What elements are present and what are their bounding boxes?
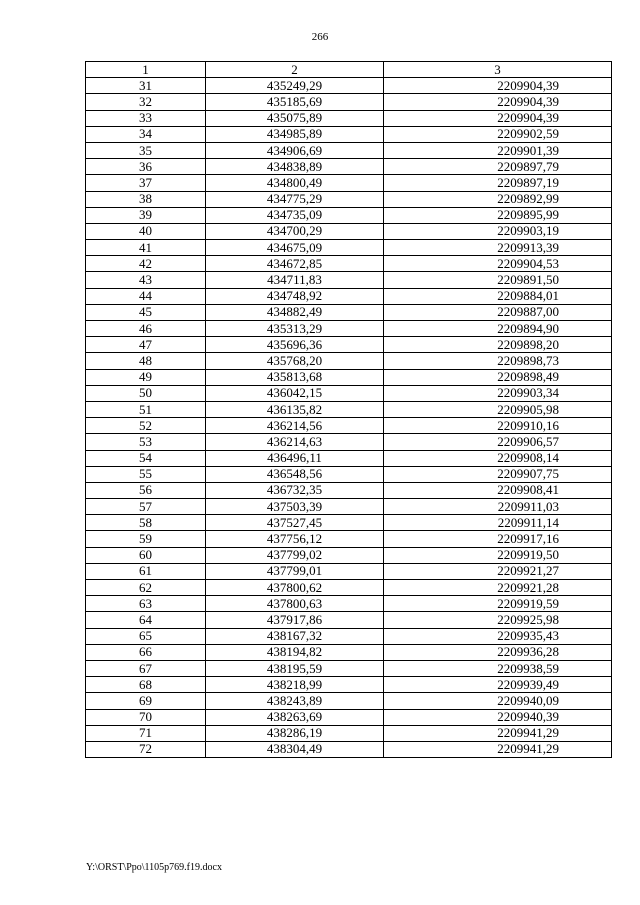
y-coordinate-cell: 2209904,39 bbox=[384, 110, 612, 126]
x-coordinate-cell: 436135,82 bbox=[206, 401, 384, 417]
y-coordinate-cell: 2209911,03 bbox=[384, 499, 612, 515]
table-row bbox=[86, 369, 612, 385]
x-coordinate-cell: 435768,20 bbox=[206, 353, 384, 369]
point-number-cell: 50 bbox=[86, 385, 206, 401]
point-number-cell: 63 bbox=[86, 596, 206, 612]
table-row bbox=[86, 175, 612, 191]
x-coordinate-cell: 437503,39 bbox=[206, 499, 384, 515]
y-coordinate-cell: 2209905,98 bbox=[384, 401, 612, 417]
table-row bbox=[86, 547, 612, 563]
table-row bbox=[86, 304, 612, 320]
table-row bbox=[86, 159, 612, 175]
point-number-cell: 38 bbox=[86, 191, 206, 207]
x-coordinate-cell: 434700,29 bbox=[206, 223, 384, 239]
x-coordinate-cell: 436214,56 bbox=[206, 418, 384, 434]
table-row bbox=[86, 628, 612, 644]
x-coordinate-cell: 435696,36 bbox=[206, 337, 384, 353]
y-coordinate-cell: 2209938,59 bbox=[384, 660, 612, 676]
table-row bbox=[86, 191, 612, 207]
table-row bbox=[86, 515, 612, 531]
y-coordinate-cell: 2209903,19 bbox=[384, 223, 612, 239]
y-coordinate-cell: 2209894,90 bbox=[384, 321, 612, 337]
point-number-cell: 71 bbox=[86, 725, 206, 741]
y-coordinate-cell: 2209917,16 bbox=[384, 531, 612, 547]
table-row bbox=[86, 272, 612, 288]
table-row bbox=[86, 256, 612, 272]
x-coordinate-cell: 435249,29 bbox=[206, 78, 384, 94]
point-number-cell: 55 bbox=[86, 466, 206, 482]
y-coordinate-cell: 2209904,53 bbox=[384, 256, 612, 272]
point-number-cell: 51 bbox=[86, 401, 206, 417]
table-row bbox=[86, 434, 612, 450]
x-coordinate-cell: 437756,12 bbox=[206, 531, 384, 547]
point-number-cell: 36 bbox=[86, 159, 206, 175]
y-coordinate-cell: 2209925,98 bbox=[384, 612, 612, 628]
point-number-cell: 56 bbox=[86, 482, 206, 498]
y-coordinate-cell: 2209897,79 bbox=[384, 159, 612, 175]
x-coordinate-cell: 436548,56 bbox=[206, 466, 384, 482]
table-row bbox=[86, 741, 612, 757]
table-row bbox=[86, 321, 612, 337]
table-row bbox=[86, 660, 612, 676]
point-number-cell: 57 bbox=[86, 499, 206, 515]
point-number-cell: 54 bbox=[86, 450, 206, 466]
point-number-cell: 47 bbox=[86, 337, 206, 353]
point-number-cell: 59 bbox=[86, 531, 206, 547]
x-coordinate-cell: 434985,89 bbox=[206, 126, 384, 142]
point-number-cell: 52 bbox=[86, 418, 206, 434]
x-coordinate-cell: 434735,09 bbox=[206, 207, 384, 223]
point-number-cell: 40 bbox=[86, 223, 206, 239]
coordinates-table bbox=[85, 61, 612, 758]
y-coordinate-cell: 2209919,50 bbox=[384, 547, 612, 563]
point-number-cell: 49 bbox=[86, 369, 206, 385]
y-coordinate-cell: 2209911,14 bbox=[384, 515, 612, 531]
column-header-3: 3 bbox=[384, 62, 612, 78]
y-coordinate-cell: 2209921,27 bbox=[384, 563, 612, 579]
y-coordinate-cell: 2209907,75 bbox=[384, 466, 612, 482]
y-coordinate-cell: 2209898,49 bbox=[384, 369, 612, 385]
table-row bbox=[86, 337, 612, 353]
point-number-cell: 44 bbox=[86, 288, 206, 304]
table-row bbox=[86, 612, 612, 628]
point-number-cell: 32 bbox=[86, 94, 206, 110]
y-coordinate-cell: 2209921,28 bbox=[384, 580, 612, 596]
table-row bbox=[86, 353, 612, 369]
table-row bbox=[86, 677, 612, 693]
point-number-cell: 70 bbox=[86, 709, 206, 725]
y-coordinate-cell: 2209941,29 bbox=[384, 725, 612, 741]
table-row bbox=[86, 288, 612, 304]
y-coordinate-cell: 2209936,28 bbox=[384, 644, 612, 660]
point-number-cell: 60 bbox=[86, 547, 206, 563]
y-coordinate-cell: 2209906,57 bbox=[384, 434, 612, 450]
x-coordinate-cell: 436042,15 bbox=[206, 385, 384, 401]
y-coordinate-cell: 2209939,49 bbox=[384, 677, 612, 693]
y-coordinate-cell: 2209887,00 bbox=[384, 304, 612, 320]
point-number-cell: 43 bbox=[86, 272, 206, 288]
y-coordinate-cell: 2209940,09 bbox=[384, 693, 612, 709]
y-coordinate-cell: 2209941,29 bbox=[384, 741, 612, 757]
x-coordinate-cell: 434711,83 bbox=[206, 272, 384, 288]
x-coordinate-cell: 438263,69 bbox=[206, 709, 384, 725]
point-number-cell: 31 bbox=[86, 78, 206, 94]
column-header-2: 2 bbox=[206, 62, 384, 78]
x-coordinate-cell: 437800,62 bbox=[206, 580, 384, 596]
y-coordinate-cell: 2209908,41 bbox=[384, 482, 612, 498]
x-coordinate-cell: 437799,02 bbox=[206, 547, 384, 563]
x-coordinate-cell: 434906,69 bbox=[206, 142, 384, 158]
x-coordinate-cell: 438286,19 bbox=[206, 725, 384, 741]
point-number-cell: 72 bbox=[86, 741, 206, 757]
point-number-cell: 46 bbox=[86, 321, 206, 337]
x-coordinate-cell: 437800,63 bbox=[206, 596, 384, 612]
x-coordinate-cell: 435185,69 bbox=[206, 94, 384, 110]
y-coordinate-cell: 2209902,59 bbox=[384, 126, 612, 142]
x-coordinate-cell: 434800,49 bbox=[206, 175, 384, 191]
x-coordinate-cell: 435075,89 bbox=[206, 110, 384, 126]
y-coordinate-cell: 2209892,99 bbox=[384, 191, 612, 207]
x-coordinate-cell: 438194,82 bbox=[206, 644, 384, 660]
y-coordinate-cell: 2209935,43 bbox=[384, 628, 612, 644]
y-coordinate-cell: 2209904,39 bbox=[384, 94, 612, 110]
y-coordinate-cell: 2209903,34 bbox=[384, 385, 612, 401]
y-coordinate-cell: 2209891,50 bbox=[384, 272, 612, 288]
page-number: 266 bbox=[311, 31, 329, 43]
x-coordinate-cell: 436732,35 bbox=[206, 482, 384, 498]
table-row bbox=[86, 482, 612, 498]
point-number-cell: 48 bbox=[86, 353, 206, 369]
point-number-cell: 53 bbox=[86, 434, 206, 450]
table-row bbox=[86, 385, 612, 401]
table-row bbox=[86, 401, 612, 417]
x-coordinate-cell: 437527,45 bbox=[206, 515, 384, 531]
point-number-cell: 39 bbox=[86, 207, 206, 223]
x-coordinate-cell: 436496,11 bbox=[206, 450, 384, 466]
point-number-cell: 66 bbox=[86, 644, 206, 660]
table-row bbox=[86, 596, 612, 612]
point-number-cell: 34 bbox=[86, 126, 206, 142]
table-row bbox=[86, 223, 612, 239]
y-coordinate-cell: 2209910,16 bbox=[384, 418, 612, 434]
y-coordinate-cell: 2209898,73 bbox=[384, 353, 612, 369]
x-coordinate-cell: 438167,32 bbox=[206, 628, 384, 644]
table-body bbox=[86, 78, 612, 758]
point-number-cell: 68 bbox=[86, 677, 206, 693]
x-coordinate-cell: 434882,49 bbox=[206, 304, 384, 320]
x-coordinate-cell: 435313,29 bbox=[206, 321, 384, 337]
x-coordinate-cell: 437799,01 bbox=[206, 563, 384, 579]
y-coordinate-cell: 2209898,20 bbox=[384, 337, 612, 353]
x-coordinate-cell: 438304,49 bbox=[206, 741, 384, 757]
table-row bbox=[86, 142, 612, 158]
x-coordinate-cell: 436214,63 bbox=[206, 434, 384, 450]
table-row bbox=[86, 580, 612, 596]
x-coordinate-cell: 434672,85 bbox=[206, 256, 384, 272]
point-number-cell: 37 bbox=[86, 175, 206, 191]
x-coordinate-cell: 434748,92 bbox=[206, 288, 384, 304]
point-number-cell: 69 bbox=[86, 693, 206, 709]
table-row bbox=[86, 725, 612, 741]
point-number-cell: 41 bbox=[86, 240, 206, 256]
point-number-cell: 65 bbox=[86, 628, 206, 644]
x-coordinate-cell: 438218,99 bbox=[206, 677, 384, 693]
table-row bbox=[86, 450, 612, 466]
table-row bbox=[86, 240, 612, 256]
table-row bbox=[86, 110, 612, 126]
point-number-cell: 62 bbox=[86, 580, 206, 596]
y-coordinate-cell: 2209919,59 bbox=[384, 596, 612, 612]
point-number-cell: 64 bbox=[86, 612, 206, 628]
y-coordinate-cell: 2209901,39 bbox=[384, 142, 612, 158]
table-row bbox=[86, 693, 612, 709]
file-path-footer: Y:\ORST\Ppo\1105p769.f19.docx bbox=[86, 862, 222, 873]
point-number-cell: 58 bbox=[86, 515, 206, 531]
y-coordinate-cell: 2209904,39 bbox=[384, 78, 612, 94]
x-coordinate-cell: 438243,89 bbox=[206, 693, 384, 709]
x-coordinate-cell: 434675,09 bbox=[206, 240, 384, 256]
x-coordinate-cell: 438195,59 bbox=[206, 660, 384, 676]
column-header-1: 1 bbox=[86, 62, 206, 78]
table-row bbox=[86, 466, 612, 482]
point-number-cell: 35 bbox=[86, 142, 206, 158]
table-row bbox=[86, 126, 612, 142]
table-row bbox=[86, 78, 612, 94]
point-number-cell: 67 bbox=[86, 660, 206, 676]
y-coordinate-cell: 2209884,01 bbox=[384, 288, 612, 304]
y-coordinate-cell: 2209895,99 bbox=[384, 207, 612, 223]
table-row bbox=[86, 418, 612, 434]
x-coordinate-cell: 434838,89 bbox=[206, 159, 384, 175]
y-coordinate-cell: 2209913,39 bbox=[384, 240, 612, 256]
x-coordinate-cell: 437917,86 bbox=[206, 612, 384, 628]
y-coordinate-cell: 2209940,39 bbox=[384, 709, 612, 725]
table-row bbox=[86, 207, 612, 223]
table-row bbox=[86, 531, 612, 547]
table-row bbox=[86, 94, 612, 110]
point-number-cell: 61 bbox=[86, 563, 206, 579]
point-number-cell: 33 bbox=[86, 110, 206, 126]
y-coordinate-cell: 2209908,14 bbox=[384, 450, 612, 466]
point-number-cell: 42 bbox=[86, 256, 206, 272]
table-header-row bbox=[86, 62, 612, 78]
table-row bbox=[86, 709, 612, 725]
point-number-cell: 45 bbox=[86, 304, 206, 320]
table-row bbox=[86, 499, 612, 515]
y-coordinate-cell: 2209897,19 bbox=[384, 175, 612, 191]
table-row bbox=[86, 644, 612, 660]
x-coordinate-cell: 434775,29 bbox=[206, 191, 384, 207]
x-coordinate-cell: 435813,68 bbox=[206, 369, 384, 385]
table-row bbox=[86, 563, 612, 579]
